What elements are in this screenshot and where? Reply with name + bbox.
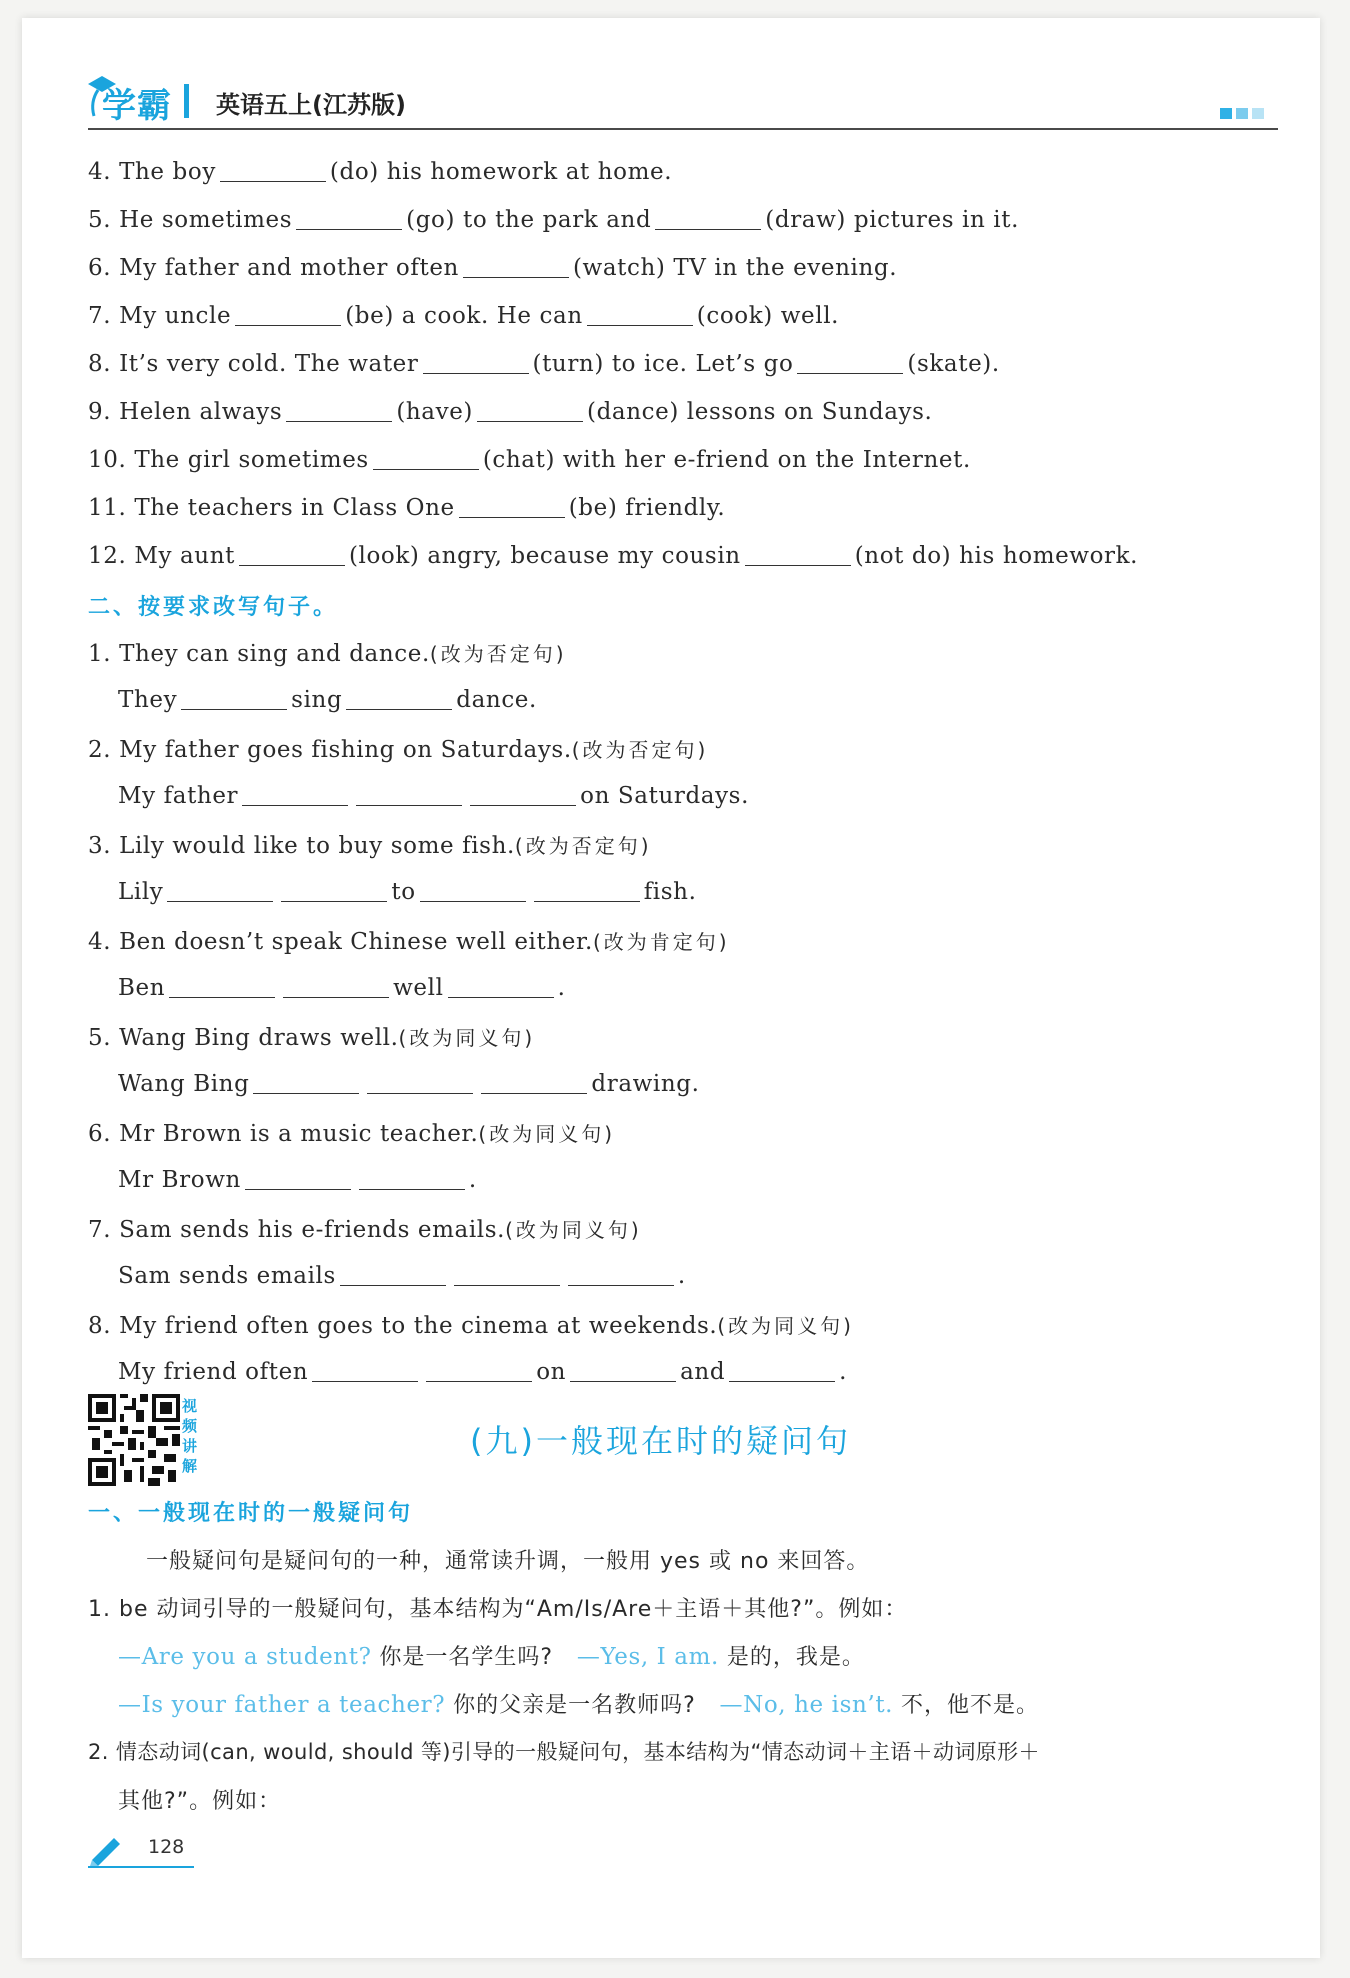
rewrite-question: 6. Mr Brown is a music teacher.(改为同义句) xyxy=(88,1121,616,1147)
answer-blank[interactable] xyxy=(373,446,479,470)
rewrite-answer: Wang Bing drawing. xyxy=(118,1071,700,1097)
rewrite-question: 4. Ben doesn’t speak Chinese well either.(改为肯定句) xyxy=(88,929,730,955)
answer-blank[interactable] xyxy=(745,542,851,566)
answer-blank[interactable] xyxy=(286,398,392,422)
book-title: 英语五上(江苏版) xyxy=(216,91,406,119)
answer-blank[interactable] xyxy=(340,1262,446,1286)
answer-blank[interactable] xyxy=(729,1358,835,1382)
exercise-item: 6. My father and mother often (watch) TV in the evening. xyxy=(88,255,898,281)
answer-blank[interactable] xyxy=(283,974,389,998)
rewrite-answer: Mr Brown . xyxy=(118,1167,477,1193)
lesson-title: (九)一般现在时的疑问句 xyxy=(470,1422,851,1460)
rewrite-question: 5. Wang Bing draws well.(改为同义句) xyxy=(88,1025,536,1051)
answer-blank[interactable] xyxy=(570,1358,676,1382)
exercise-item: 8. It’s very cold. The water (turn) to ice. Let’s go (skate). xyxy=(88,351,1000,377)
rewrite-answer: Ben well . xyxy=(118,975,566,1001)
page-number: 128 xyxy=(88,1832,194,1874)
answer-blank[interactable] xyxy=(534,878,640,902)
answer-blank[interactable] xyxy=(296,206,402,230)
answer-blank[interactable] xyxy=(477,398,583,422)
exercise-item: 7. My uncle (be) a cook. He can (cook) well. xyxy=(88,303,840,329)
example-line: —Is your father a teacher? 你的父亲是一名教师吗? —No, he isn’t. 不，他不是。 xyxy=(118,1692,1040,1718)
exercise-item: 5. He sometimes (go) to the park and (draw) pictures in it. xyxy=(88,207,1019,233)
example-line: —Are you a student? 你是一名学生吗? —Yes, I am. 是的，我是。 xyxy=(118,1644,865,1670)
answer-blank[interactable] xyxy=(797,350,903,374)
exercise-item: 11. The teachers in Class One (be) friendly. xyxy=(88,495,726,521)
rewrite-answer: Lily to fish. xyxy=(118,879,697,905)
rewrite-answer: My father on Saturdays. xyxy=(118,783,749,809)
grammar-point-cont: 其他?”。例如： xyxy=(118,1789,282,1814)
pencil-icon xyxy=(88,1832,128,1866)
answer-blank[interactable] xyxy=(448,974,554,998)
section-heading: 一、一般现在时的一般疑问句 xyxy=(88,1501,414,1526)
video-label: 视频讲解 xyxy=(182,1397,198,1475)
rewrite-answer: My friend often on and . xyxy=(118,1359,848,1385)
answer-blank[interactable] xyxy=(356,782,462,806)
rewrite-question: 3. Lily would like to buy some fish.(改为否定句) xyxy=(88,833,652,859)
answer-blank[interactable] xyxy=(169,974,275,998)
header-rule xyxy=(88,128,1278,130)
answer-blank[interactable] xyxy=(346,686,452,710)
answer-blank[interactable] xyxy=(367,1070,473,1094)
grammar-point: 1. be 动词引导的一般疑问句，基本结构为“Am/Is/Are＋主语＋其他?”。例如： xyxy=(88,1597,908,1622)
answer-blank[interactable] xyxy=(481,1070,587,1094)
answer-blank[interactable] xyxy=(454,1262,560,1286)
logo-divider xyxy=(184,84,189,118)
answer-blank[interactable] xyxy=(587,302,693,326)
answer-blank[interactable] xyxy=(312,1358,418,1382)
answer-blank[interactable] xyxy=(423,350,529,374)
rewrite-question: 8. My friend often goes to the cinema at weekends.(改为同义句) xyxy=(88,1313,854,1339)
answer-blank[interactable] xyxy=(235,302,341,326)
exercise-item: 4. The boy (do) his homework at home. xyxy=(88,159,673,185)
logo-text: 学霸 xyxy=(102,86,172,126)
answer-blank[interactable] xyxy=(655,206,761,230)
rewrite-answer: They sing dance. xyxy=(118,687,537,713)
answer-blank[interactable] xyxy=(359,1166,465,1190)
answer-blank[interactable] xyxy=(463,254,569,278)
answer-blank[interactable] xyxy=(420,878,526,902)
rewrite-answer: Sam sends emails . xyxy=(118,1263,686,1289)
answer-blank[interactable] xyxy=(426,1358,532,1382)
answer-blank[interactable] xyxy=(181,686,287,710)
section-heading: 二、按要求改写句子。 xyxy=(88,595,339,620)
exercise-item: 9. Helen always (have) (dance) lessons on Sundays. xyxy=(88,399,933,425)
intro-text: 一般疑问句是疑问句的一种，通常读升调，一般用 yes 或 no 来回答。 xyxy=(146,1549,870,1574)
rewrite-question: 2. My father goes fishing on Saturdays.(改为否定句) xyxy=(88,737,709,763)
answer-blank[interactable] xyxy=(245,1166,351,1190)
rewrite-question: 1. They can sing and dance.(改为否定句) xyxy=(88,641,567,667)
exercise-item: 10. The girl sometimes (chat) with her e-friend on the Internet. xyxy=(88,447,971,473)
answer-blank[interactable] xyxy=(568,1262,674,1286)
header-decoration xyxy=(1216,104,1264,123)
rewrite-question: 7. Sam sends his e-friends emails.(改为同义句) xyxy=(88,1217,642,1243)
grammar-point: 2. 情态动词(can, would, should 等)引导的一般疑问句，基本结构为“情态动词＋主语＋动词原形＋ xyxy=(88,1740,1040,1764)
answer-blank[interactable] xyxy=(281,878,387,902)
page-header xyxy=(88,74,1278,130)
exercise-item: 12. My aunt (look) angry, because my cousin (not do) his homework. xyxy=(88,543,1139,569)
answer-blank[interactable] xyxy=(253,1070,359,1094)
answer-blank[interactable] xyxy=(167,878,273,902)
answer-blank[interactable] xyxy=(459,494,565,518)
answer-blank[interactable] xyxy=(239,542,345,566)
answer-blank[interactable] xyxy=(220,158,326,182)
qr-code-icon[interactable] xyxy=(88,1394,180,1486)
answer-blank[interactable] xyxy=(242,782,348,806)
answer-blank[interactable] xyxy=(470,782,576,806)
